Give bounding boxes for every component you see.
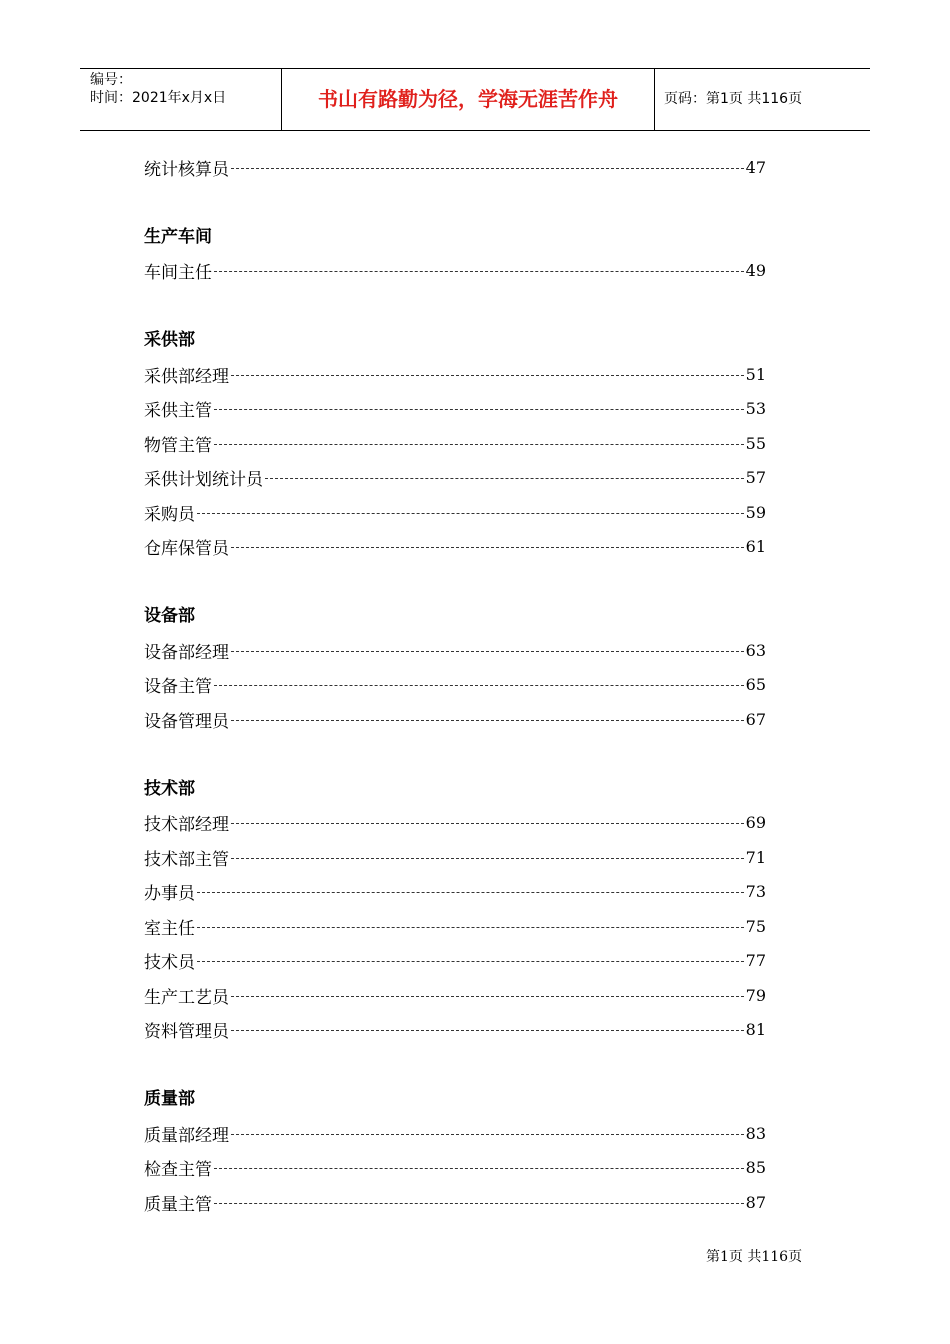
toc-entry[interactable]: [144, 357, 766, 392]
page-header: [80, 68, 870, 131]
toc-entry[interactable]: [144, 530, 766, 565]
toc-leader: [231, 1134, 744, 1135]
toc-leader: [197, 892, 744, 893]
toc-entry-label: 办事员: [144, 884, 195, 905]
toc-entry[interactable]: [144, 1151, 766, 1186]
toc-entry[interactable]: [144, 426, 766, 461]
toc-leader: [214, 409, 744, 410]
toc-sections: [144, 185, 766, 1220]
toc-entry-label: 采供部经理: [144, 366, 229, 387]
toc-entry-page: 55: [745, 433, 766, 453]
toc-entry[interactable]: [144, 254, 766, 289]
toc-entry-page: 79: [745, 985, 766, 1005]
toc-entry[interactable]: [144, 461, 766, 496]
toc-entry-label: 技术部经理: [144, 815, 229, 836]
toc-entry[interactable]: [144, 150, 766, 185]
toc-entry-page: 81: [745, 1020, 766, 1040]
time-label: 时间：2021年x月x日: [90, 90, 227, 106]
page-footer: 第1页 共116页: [706, 1249, 803, 1265]
toc-entry-page: 51: [745, 364, 766, 384]
toc-leader: [197, 513, 744, 514]
toc-entry-page: 59: [745, 502, 766, 522]
toc-entry-page: 61: [745, 537, 766, 557]
toc-section-title: 质量部: [144, 1089, 195, 1109]
toc-entry-label: 采购员: [144, 504, 195, 525]
toc-entry-page: 69: [745, 813, 766, 833]
toc-leader: [231, 168, 744, 169]
toc-section-title: 设备部: [144, 606, 195, 626]
toc-entry-label: 采供计划统计员: [144, 470, 263, 491]
toc-entry[interactable]: [144, 392, 766, 427]
toc-leader: [231, 1030, 744, 1031]
header-page-info: 页码：第1页 共116页: [664, 91, 803, 107]
toc-leader: [214, 1168, 744, 1169]
toc-entry[interactable]: [144, 1013, 766, 1048]
toc-entry-label: 技术员: [144, 953, 195, 974]
toc-entry[interactable]: [144, 1185, 766, 1220]
section-gap: [144, 1047, 766, 1082]
toc-leader: [214, 1203, 744, 1204]
section-gap: [144, 185, 766, 220]
toc-entry-page: 75: [745, 916, 766, 936]
header-motto: 书山有路勤为径，学海无涯苦作舟: [318, 87, 618, 111]
section-gap: [144, 288, 766, 323]
toc-entry-page: 85: [745, 1158, 766, 1178]
toc-entry[interactable]: [144, 909, 766, 944]
toc-entry[interactable]: [144, 702, 766, 737]
toc-entry-page: 71: [745, 847, 766, 867]
toc-entry-label: 设备主管: [144, 677, 212, 698]
toc-entry-label: 室主任: [144, 918, 195, 939]
toc-entry-page: 73: [745, 882, 766, 902]
header-divider: [654, 69, 655, 130]
toc-entry[interactable]: [144, 1116, 766, 1151]
serial-label: 编号：: [90, 72, 132, 88]
toc-entry-page: 87: [745, 1192, 766, 1212]
toc-section-title: 生产车间: [144, 226, 212, 247]
toc-entry-label: 质量主管: [144, 1194, 212, 1215]
toc-entry-page: 77: [745, 951, 766, 971]
section-gap: [144, 564, 766, 599]
toc-leader: [231, 996, 744, 997]
toc-entry-label: 生产工艺员: [144, 987, 229, 1008]
toc-entry[interactable]: [144, 944, 766, 979]
toc-entry-label: 质量部经理: [144, 1125, 229, 1146]
table-of-contents: [144, 150, 766, 1220]
section-gap: [144, 737, 766, 772]
toc-entry-label: 采供主管: [144, 401, 212, 422]
toc-leader: [265, 478, 744, 479]
toc-leader: [231, 858, 744, 859]
toc-entry-page: 53: [745, 399, 766, 419]
toc-entry-label: 车间主任: [144, 263, 212, 284]
toc-entry-label: 仓库保管员: [144, 539, 229, 560]
toc-entry-page: 47: [745, 157, 766, 177]
header-meta: [90, 71, 226, 107]
toc-entry[interactable]: [144, 668, 766, 703]
toc-entry-page: 63: [745, 640, 766, 660]
toc-entry[interactable]: [144, 495, 766, 530]
toc-leader: [214, 444, 744, 445]
toc-entry-page: 67: [745, 709, 766, 729]
toc-leader: [197, 961, 744, 962]
toc-entry-label: 资料管理员: [144, 1022, 229, 1043]
toc-leader: [231, 547, 744, 548]
toc-section-title: 技术部: [144, 778, 195, 799]
toc-entry-label: 物管主管: [144, 435, 212, 456]
toc-entry-label: 统计核算员: [144, 159, 229, 180]
toc-leader: [197, 927, 744, 928]
toc-entry-page: 83: [745, 1123, 766, 1143]
toc-entry-label: 设备部经理: [144, 642, 229, 663]
toc-entry-page: 65: [745, 675, 766, 695]
toc-leader: [231, 651, 744, 652]
toc-leader: [214, 271, 744, 272]
toc-leader: [231, 823, 744, 824]
toc-entry[interactable]: [144, 875, 766, 910]
toc-leader: [231, 720, 744, 721]
toc-entry[interactable]: [144, 978, 766, 1013]
toc-entry-label: 检查主管: [144, 1160, 212, 1181]
toc-entry-label: 设备管理员: [144, 711, 229, 732]
toc-leader: [231, 375, 744, 376]
toc-entry[interactable]: [144, 840, 766, 875]
toc-entry[interactable]: [144, 633, 766, 668]
toc-entry-page: 57: [745, 468, 766, 488]
toc-entry[interactable]: [144, 806, 766, 841]
toc-leader: [214, 685, 744, 686]
toc-section-title: 采供部: [144, 330, 195, 350]
toc-entry-label: 技术部主管: [144, 849, 229, 870]
toc-entry-page: 49: [745, 261, 766, 281]
